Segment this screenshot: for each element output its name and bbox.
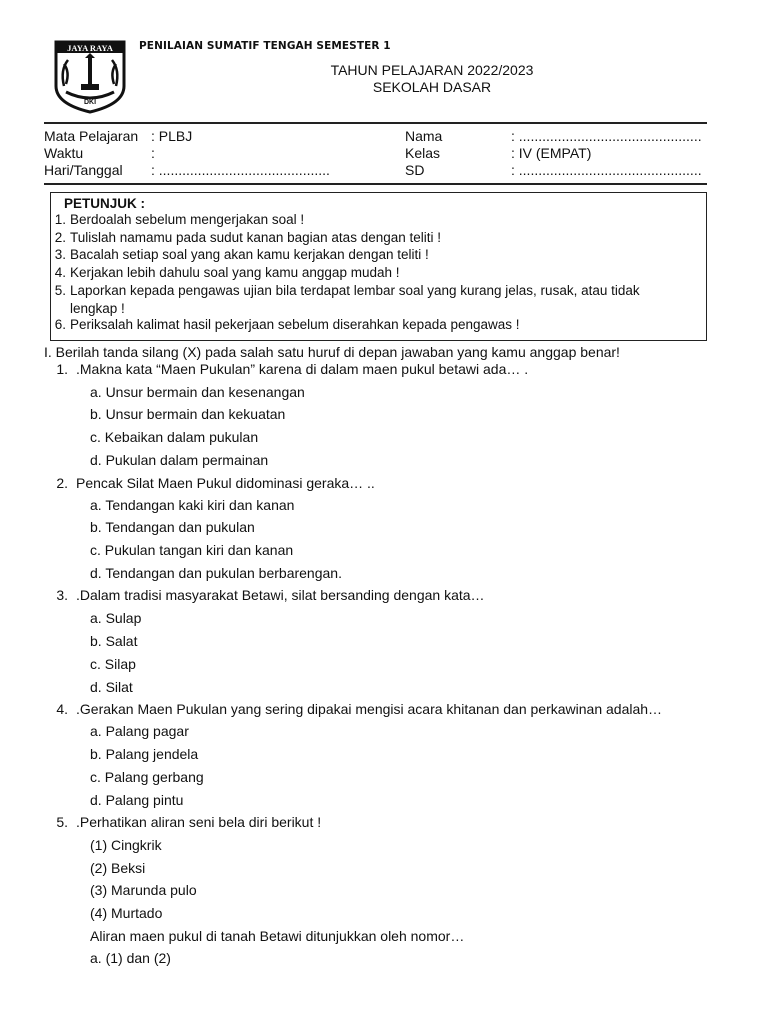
question-prompt: Aliran maen pukul di tanah Betawi ditunjukkan oleh nomor… (90, 928, 465, 944)
instruction-text: Tulislah namamu pada sudut kanan bagian atas dengan teliti ! (70, 230, 441, 245)
question-text: .Perhatikan aliran seni bela diri berikut ! (76, 814, 322, 830)
answer-option[interactable]: d. Palang pintu (90, 792, 184, 808)
instruction-text: Berdoalah sebelum mengerjakan soal ! (70, 212, 305, 227)
answer-option[interactable]: b. Salat (90, 633, 138, 649)
answer-option[interactable]: b. Palang jendela (90, 746, 199, 762)
logo-text-bottom: DKI (83, 99, 97, 106)
time-label: Waktu (44, 145, 84, 161)
instruction-number: 6. (54, 317, 66, 332)
answer-option[interactable]: c. Palang gerbang (90, 769, 204, 785)
question-number: 1. (56, 361, 68, 377)
instruction-number: 1. (54, 212, 66, 227)
instruction-number: 3. (54, 247, 66, 262)
answer-option[interactable]: d. Pukulan dalam permainan (90, 452, 269, 468)
answer-option[interactable]: a. Tendangan kaki kiri dan kanan (90, 497, 295, 513)
exam-title: PENILAIAN SUMATIF TENGAH SEMESTER 1 (139, 40, 391, 52)
question-number: 3. (56, 587, 68, 603)
date-value: : ............................................ (151, 162, 330, 178)
academic-year: TAHUN PELAJARAN 2022/2023 (330, 62, 534, 78)
header-divider-bottom (44, 183, 707, 185)
instruction-text: Kerjakan lebih dahulu soal yang kamu anggap mudah ! (70, 265, 400, 280)
answer-option[interactable]: a. Sulap (90, 610, 142, 626)
answer-option[interactable]: d. Silat (90, 679, 133, 695)
section-instruction: I. Berilah tanda silang (X) pada salah satu huruf di depan jawaban yang kamu anggap benar! (44, 344, 620, 360)
question-text: .Makna kata “Maen Pukulan” karena di dalam maen pukul betawi ada… . (76, 361, 529, 377)
time-value: : (151, 145, 155, 161)
answer-option[interactable]: c. Kebaikan dalam pukulan (90, 429, 259, 445)
statement-item: (2) Beksi (90, 860, 146, 876)
answer-option[interactable]: a. Unsur bermain dan kesenangan (90, 384, 305, 400)
question-number: 2. (56, 475, 68, 491)
answer-option[interactable]: b. Tendangan dan pukulan (90, 519, 255, 535)
answer-option[interactable]: c. Pukulan tangan kiri dan kanan (90, 542, 294, 558)
school-level: SEKOLAH DASAR (372, 79, 492, 95)
answer-option[interactable]: d. Tendangan dan pukulan berbarengan. (90, 565, 342, 581)
header-divider-top (44, 122, 707, 124)
question-text: .Gerakan Maen Pukulan yang sering dipakai mengisi acara khitanan dan perkawinan adalah… (76, 701, 663, 717)
answer-option[interactable]: a. (1) dan (2) (90, 950, 171, 966)
instructions-title: PETUNJUK : (64, 196, 146, 211)
instruction-text: Bacalah setiap soal yang akan kamu kerjakan dengan teliti ! (70, 247, 429, 262)
answer-option[interactable]: c. Silap (90, 656, 136, 672)
class-value: : IV (EMPAT) (511, 145, 592, 161)
answer-option[interactable]: b. Unsur bermain dan kekuatan (90, 406, 286, 422)
statement-item: (3) Marunda pulo (90, 882, 197, 898)
name-label: Nama (405, 128, 443, 144)
date-label: Hari/Tanggal (44, 162, 123, 178)
instruction-text: Periksalah kalimat hasil pekerjaan sebelum diserahkan kepada pengawas ! (70, 317, 520, 332)
instruction-number: 2. (54, 230, 66, 245)
school-value: : ............................................... (511, 162, 702, 178)
logo-text-top: JAYA RAYA (67, 43, 113, 53)
question-text: .Dalam tradisi masyarakat Betawi, silat bersanding dengan kata… (76, 587, 485, 603)
instruction-number: 4. (54, 265, 66, 280)
statement-item: (1) Cingkrik (90, 837, 162, 853)
instruction-text: Laporkan kepada pengawas ujian bila terdapat lembar soal yang kurang jelas, rusak, atau tidak lengkap ! (70, 283, 640, 316)
school-label: SD (405, 162, 425, 178)
name-value: : ............................................... (511, 128, 702, 144)
statement-item: (4) Murtado (90, 905, 163, 921)
subject-value: : PLBJ (151, 128, 193, 144)
subject-label: Mata Pelajaran (44, 128, 139, 144)
question-number: 5. (56, 814, 68, 830)
answer-option[interactable]: a. Palang pagar (90, 723, 189, 739)
question-number: 4. (56, 701, 68, 717)
class-label: Kelas (405, 145, 441, 161)
instruction-number: 5. (54, 283, 66, 298)
question-text: Pencak Silat Maen Pukul didominasi geraka… .. (76, 475, 375, 491)
